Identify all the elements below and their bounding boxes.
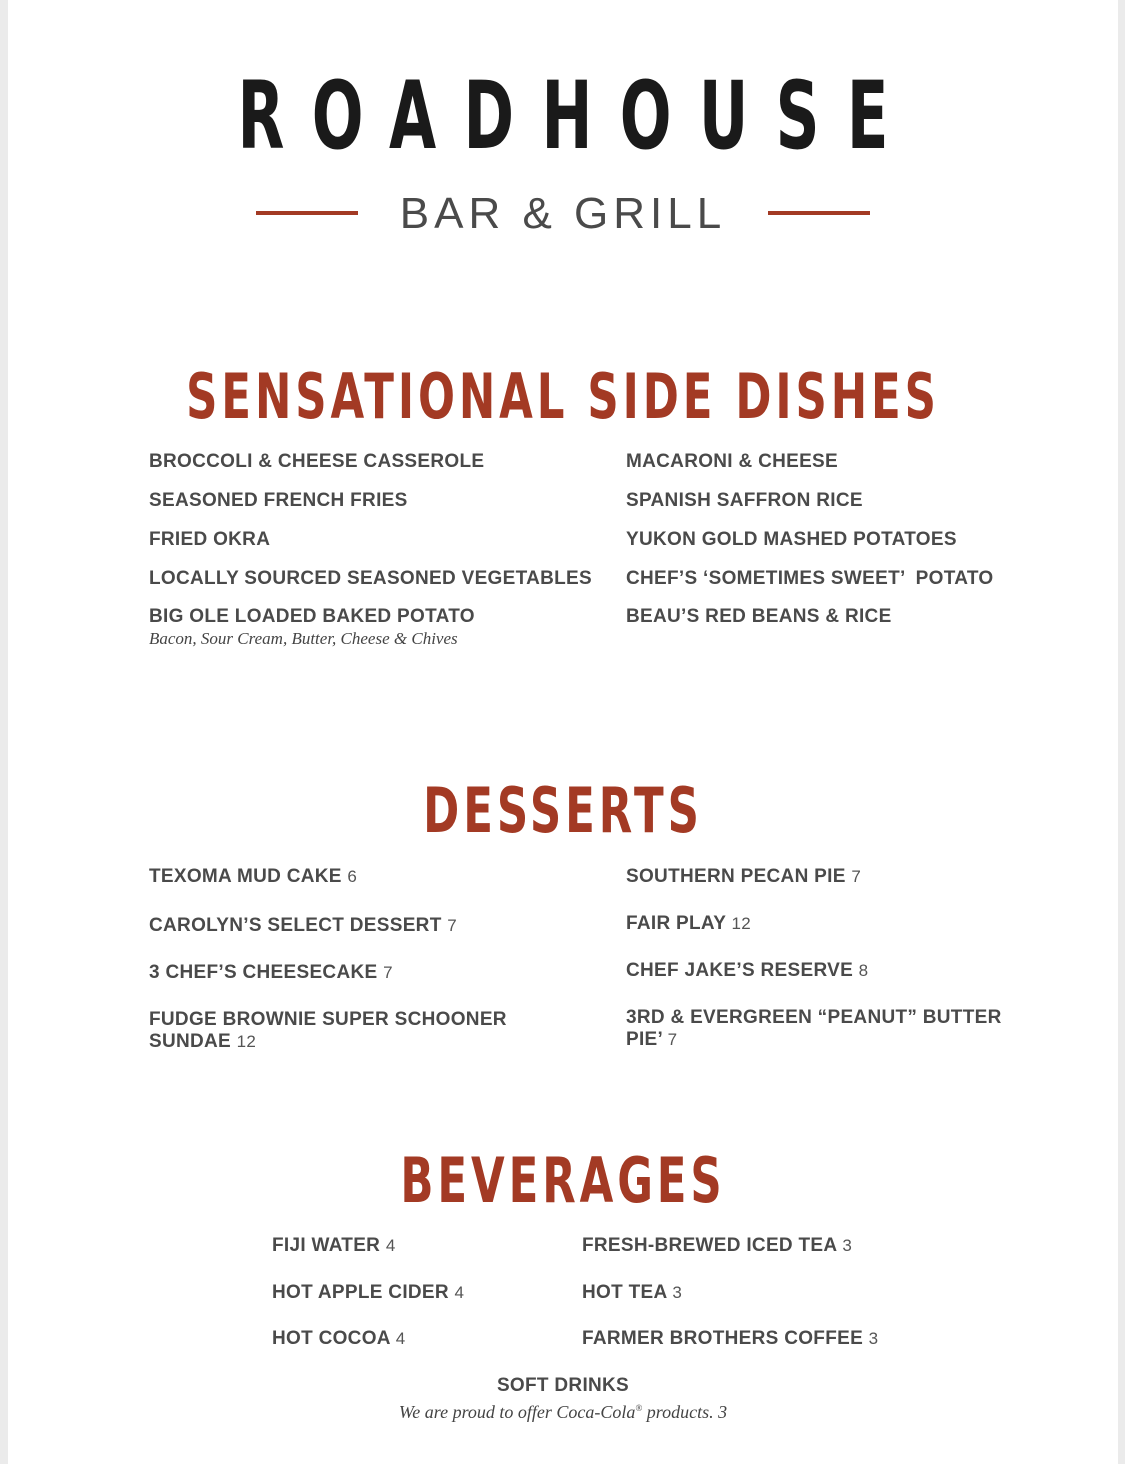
side-item: YUKON GOLD MASHED POTATOES	[626, 529, 957, 550]
side-item-description: Bacon, Sour Cream, Butter, Cheese & Chives	[149, 629, 458, 648]
dessert-name: SOUTHERN PECAN PIE	[626, 866, 846, 887]
dessert-item	[149, 1009, 507, 1053]
beverages-heading: BEVERAGES	[400, 1144, 726, 1217]
dessert-name: 3RD & EVERGREEN “PEANUT” BUTTER	[626, 1007, 1002, 1028]
side-item: SEASONED FRENCH FRIES	[149, 490, 408, 511]
side-item: FRIED OKRA	[149, 529, 271, 550]
side-item: BROCCOLI & CHEESE CASSEROLE	[149, 451, 485, 472]
dessert-item	[626, 866, 861, 888]
side-item: MACARONI & CHEESE	[626, 451, 839, 472]
dessert-name: TEXOMA MUD CAKE	[149, 866, 342, 887]
dessert-price: 6	[347, 867, 358, 886]
dessert-item	[626, 913, 751, 935]
dessert-price: 8	[858, 961, 869, 980]
tagline-rule-right	[768, 211, 870, 215]
side-item: SPANISH SAFFRON RICE	[626, 490, 863, 511]
beverage-price: 3	[842, 1236, 853, 1255]
beverage-item	[272, 1282, 464, 1304]
beverage-name: HOT APPLE CIDER	[272, 1282, 449, 1303]
side-item: CHEF’S ‘SOMETIMES SWEET’ POTATO	[626, 568, 994, 589]
dessert-name: 3 CHEF’S CHEESECAKE	[149, 962, 378, 983]
beverage-name: HOT COCOA	[272, 1328, 391, 1349]
dessert-price: 12	[236, 1032, 257, 1051]
dessert-name: PIE’	[626, 1029, 663, 1050]
registered-mark: ®	[635, 1403, 643, 1413]
brand-tagline-row	[8, 186, 1118, 242]
beverage-item	[582, 1235, 852, 1257]
dessert-price: 7	[851, 867, 862, 886]
menu-page	[8, 0, 1118, 1464]
side-item: LOCALLY SOURCED SEASONED VEGETABLES	[149, 568, 592, 589]
beverage-item	[582, 1282, 682, 1304]
dessert-item	[626, 1007, 1002, 1051]
dessert-item	[149, 962, 393, 984]
desserts-heading: DESSERTS	[423, 774, 703, 847]
dessert-name: SUNDAE	[149, 1031, 232, 1052]
dessert-item	[149, 866, 357, 888]
soft-drinks-desc-text: We are proud to offer Coca-Cola	[398, 1402, 636, 1422]
beverage-price: 3	[672, 1283, 683, 1302]
beverage-price: 4	[395, 1329, 406, 1348]
beverage-item	[272, 1235, 396, 1257]
dessert-name: CAROLYN’S SELECT DESSERT	[149, 915, 442, 936]
dessert-name: CHEF JAKE’S RESERVE	[626, 960, 854, 981]
beverage-name: FRESH-BREWED ICED TEA	[582, 1235, 837, 1256]
dessert-price: 7	[383, 963, 393, 982]
beverage-name: HOT TEA	[582, 1282, 667, 1303]
side-item: BIG OLE LOADED BAKED POTATO	[149, 606, 475, 627]
dessert-price: 7	[447, 916, 457, 935]
side-item: BEAU’S RED BEANS & RICE	[626, 606, 892, 627]
beverage-price: 4	[454, 1283, 465, 1302]
dessert-price: 12	[731, 914, 751, 933]
beverage-price: 3	[868, 1329, 879, 1348]
soft-drinks-title: SOFT DRINKS	[496, 1375, 630, 1396]
dessert-item	[149, 915, 457, 937]
beverage-price: 4	[385, 1236, 396, 1255]
soft-drinks-desc-price: products. 3	[642, 1402, 728, 1422]
dessert-price: 7	[667, 1030, 678, 1049]
sides-heading: SENSATIONAL SIDE DISHES	[186, 360, 940, 433]
beverage-item	[582, 1328, 878, 1350]
brand-tagline: BAR & GRILL	[399, 189, 727, 238]
beverage-item	[272, 1328, 405, 1350]
dessert-item	[626, 960, 868, 982]
beverage-name: FARMER BROTHERS COFFEE	[582, 1328, 864, 1349]
soft-drinks-description	[8, 1397, 1118, 1423]
beverage-name: FIJI WATER	[272, 1235, 381, 1256]
dessert-name: FUDGE BROWNIE SUPER SCHOONER	[149, 1009, 507, 1030]
soft-drinks	[8, 1375, 1118, 1423]
dessert-name: FAIR PLAY	[626, 913, 726, 934]
brand-name: ROADHOUSE	[237, 62, 916, 171]
